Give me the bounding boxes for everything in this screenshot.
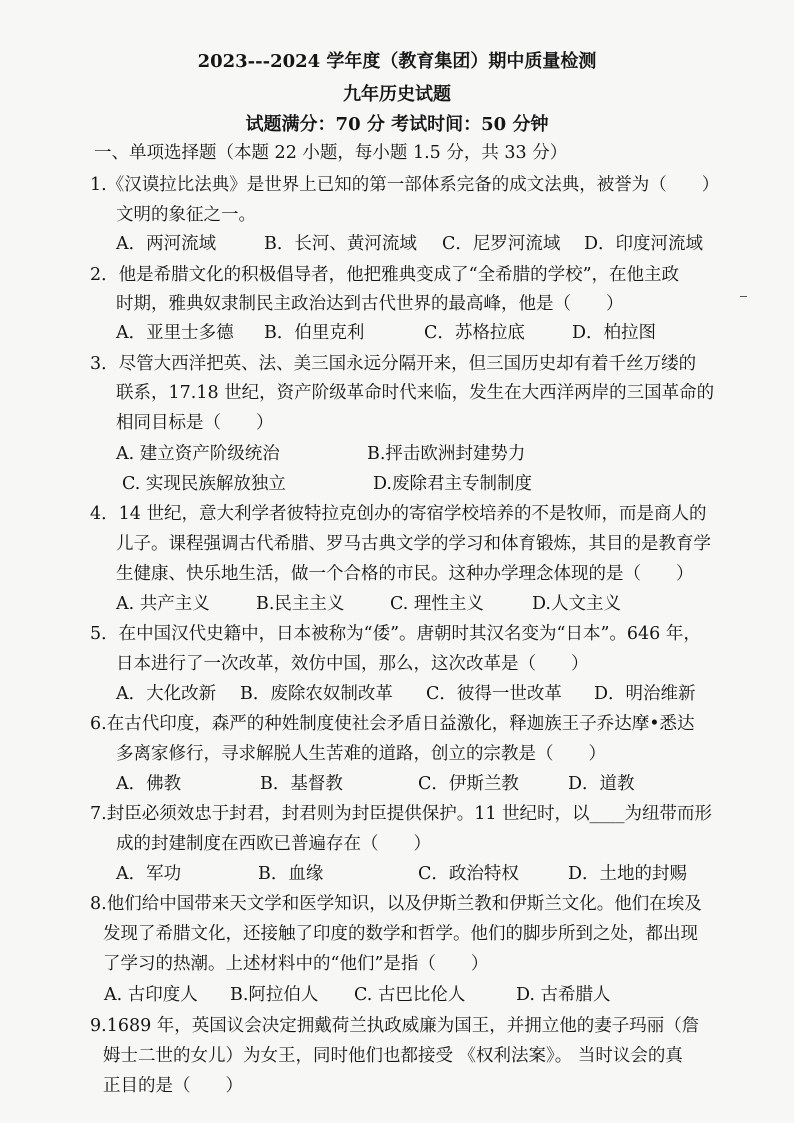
question-1-line-1: 1.《汉谟拉比法典》是世界上已知的第一部体系完备的成文法典，被誉为（ ） (90, 175, 720, 195)
question-2-option-a: A．亚里士多德 (116, 323, 234, 343)
question-2-option-b: B．伯里克利 (264, 323, 365, 343)
question-3-option-d: D.废除君主专制制度 (373, 474, 532, 494)
question-5-option-d: D．明治维新 (594, 684, 696, 704)
question-8-line-1: 8.他们给中国带来天文学和医学知识，以及伊斯兰教和伊斯兰文化。他们在埃及 (90, 894, 702, 914)
question-7-line-1: 7.封臣必须效忠于封君，封君则为封臣提供保护。11 世纪时，以____为纽带而形 (90, 804, 713, 824)
question-5-option-b: B．废除农奴制改革 (240, 684, 393, 704)
question-3-line-2: 联系，17.18 世纪，资产阶级革命时代来临，发生在大西洋两岸的三国革命的 (116, 383, 715, 403)
question-3-line-1: 3．尽管大西洋把英、法、美三国永远分隔开来，但三国历史却有着千丝万缕的 (90, 354, 697, 374)
question-5-line-1: 5．在中国汉代史籍中，日本被称为“倭”。唐朝时其汉名变为“日本”。646 年， (90, 624, 701, 644)
question-4-line-3: 生健康、快乐地生活，做一个合格的市民。这种办学理念体现的是（ ） (116, 564, 694, 584)
question-9-line-3: 正目的是（ ） (103, 1076, 243, 1096)
question-5-option-a: A．大化改新 (116, 684, 217, 704)
question-3-option-a: A. 建立资产阶级统治 (116, 444, 280, 464)
question-4-option-a: A. 共产主义 (116, 594, 210, 614)
question-5-option-c: C．彼得一世改革 (426, 684, 562, 704)
question-1-option-d: D．印度河流域 (584, 234, 704, 254)
question-6-option-c: C．伊斯兰教 (418, 774, 519, 794)
question-9-line-1: 9.1689 年，英国议会决定拥戴荷兰执政威廉为国王，并拥立他的妻子玛丽（詹 (90, 1016, 700, 1036)
question-8-option-a: A. 古印度人 (104, 985, 198, 1005)
exam-subtitle: 九年历史试题 (343, 84, 451, 105)
question-7-option-d: D．土地的封赐 (568, 864, 688, 884)
question-8-option-c: C. 古巴比伦人 (354, 985, 466, 1005)
question-8-option-b: B.阿拉伯人 (230, 985, 319, 1005)
question-2-option-d: D．柏拉图 (572, 323, 657, 343)
question-7-option-c: C．政治特权 (418, 864, 519, 884)
question-7-option-b: B．血缘 (258, 864, 324, 884)
question-9-line-2: 姆士二世的女儿）为女王，同时他们也都接受 《权利法案》。 当时议会的真 (103, 1046, 683, 1066)
question-4-line-1: 4．14 世纪，意大利学者彼特拉克创办的寄宿学校培养的不是牧师，而是商人的 (90, 504, 707, 524)
question-1-option-b: B．长河、黄河流域 (264, 234, 417, 254)
question-2-line-1: 2．他是希腊文化的积极倡导者，他把雅典变成了“全希腊的学校”，在他主政 (90, 265, 680, 285)
question-3-option-b: B.抨击欧洲封建势力 (367, 444, 526, 464)
question-1-option-c: C．尼罗河流域 (442, 234, 561, 254)
question-8-line-2: 发现了希腊文化，还接触了印度的数学和哲学。他们的脚步所到之处，都出现 (103, 924, 698, 944)
question-8-line-3: 了学习的热潮。上述材料中的“他们”是指（ ） (103, 954, 489, 974)
question-4-line-2: 儿子。课程强调古代希腊、罗马古典文学的学习和体育锻炼，其目的是教育学 (116, 534, 711, 554)
question-3-option-c: C. 实现民族解放独立 (122, 474, 286, 494)
question-4-option-b: B.民主主义 (256, 594, 345, 614)
exam-title: 2023---2024 学年度（教育集团）期中质量检测 (197, 51, 597, 72)
question-2-option-c: C．苏格拉底 (424, 323, 525, 343)
section-heading: 一、单项选择题（本题 22 小题，每小题 1.5 分，共 33 分） (94, 143, 568, 163)
question-1-option-a: A．两河流域 (116, 234, 217, 254)
question-6-option-d: D．道教 (568, 774, 635, 794)
score-info: 试题满分：70 分 考试时间：50 分钟 (245, 114, 549, 135)
question-6-option-b: B．基督教 (260, 774, 343, 794)
question-5-line-2: 日本进行了一次改革，效仿中国，那么，这次改革是（ ） (116, 654, 589, 674)
question-6-line-1: 6.在古代印度，森严的种姓制度使社会矛盾日益激化，释迦族王子乔达摩•悉达 (90, 714, 695, 734)
question-7-line-2: 成的封建制度在西欧已普遍存在（ ） (116, 834, 431, 854)
question-4-option-c: C. 理性主义 (390, 594, 484, 614)
question-4-option-d: D.人文主义 (532, 594, 621, 614)
question-8-option-d: D. 古希腊人 (516, 985, 611, 1005)
question-6-line-2: 多离家修行，寻求解脱人生苦难的道路，创立的宗教是（ ） (116, 744, 606, 764)
question-6-option-a: A．佛教 (116, 774, 182, 794)
question-3-line-3: 相同目标是（ ） (116, 413, 274, 433)
margin-mark (740, 296, 747, 297)
question-7-option-a: A．军功 (116, 864, 182, 884)
question-2-line-2: 时期，雅典奴隶制民主政治达到古代世界的最高峰，他是（ ） (116, 294, 624, 314)
question-1-line-2: 文明的象征之一。 (116, 205, 256, 225)
